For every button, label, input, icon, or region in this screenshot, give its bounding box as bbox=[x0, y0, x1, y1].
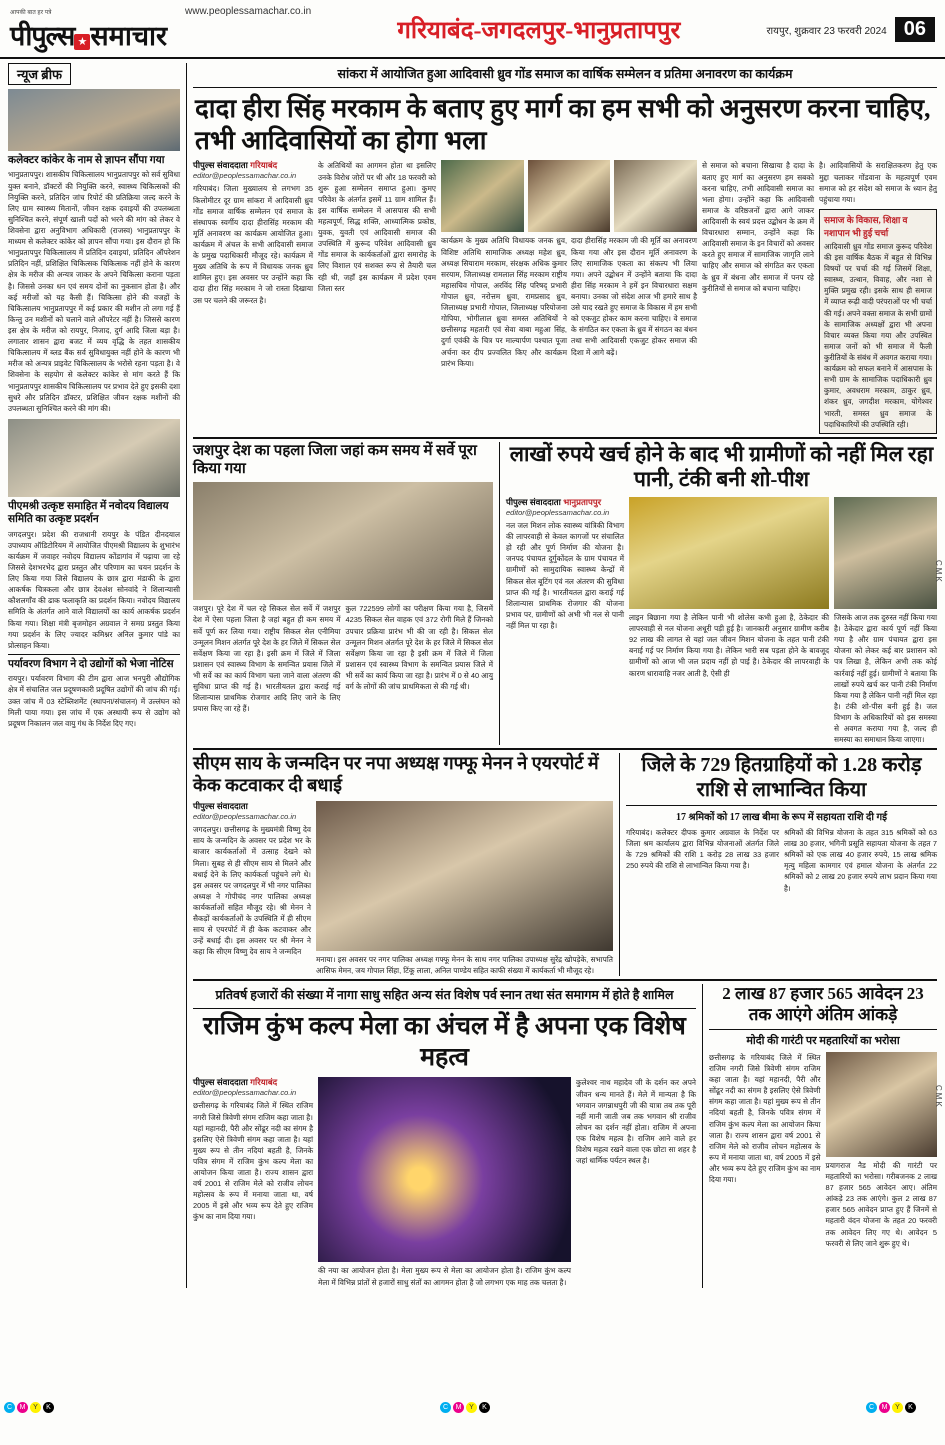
black-mark: K bbox=[43, 1402, 54, 1413]
logo-main-text: पीपुल्स bbox=[10, 21, 75, 51]
scheme-col-1: गरियाबंद। कलेक्टर दीपक कुमार अग्रवाल के निर्देश पर जिला श्रम कार्यालय द्वारा विभिन्न योजनाओं अंतर्गत जिले के 729 श्रमिकों की राशि 1 करोड़ 28 लाख 33 हजार 250 रुपये की राशि से लाभान्वित किया गया है। bbox=[626, 828, 779, 871]
cake-col-1: जगदलपुर। छत्तीसगढ़ के मुख्यमंत्री विष्णु देव साय के जन्मदिन के अवसर पर प्रदेश भर के बाजार कार्यकर्ताओं में उत्साह देखने को मिला। सुबह से ही सीएम साय से मिलने और बधाई देने के लिए कार्यकर्ता पहुंचने लगे थे। इस अवसर पर जगदलपुर में भी नगर पालिका अध्यक्ष ने गोपीचंद नगर पालिका अध्यक्ष कार्यकर्ताओं सहित मौजूद रहे। श्री मेनन ने सैकड़ों कार्यकर्ताओं के उपस्थिति में ही सीएम साय से एयरपोर्ट में ही केक कटवाकर और उन्हें बधाई दी। इस अवसर पर श्री मेनन ने कहा कि सीएम विष्णु देव साय ने जन्मदिन bbox=[193, 825, 311, 957]
divider bbox=[193, 1008, 696, 1009]
jashpur-headline: जशपुर देश का पहला जिला जहां कम समय में सर्वे पूरा किया गया bbox=[193, 442, 477, 478]
mela-col-1: छत्तीसगढ़ के गरियाबंद जिले में स्थित राजिम नगरी जिसे त्रिवेणी संगम राजिम कहा जाता है। यहां महानदी, पैरी और सोंढूर नदी का संगम है इसलिए ऐसे त्रिवेणी संगम कहा जाता है। यहां मुख्य रूप से तीन नदियां बहती है, जिनके पवित्र संगम में राजिम कुंभ कल्प मेला का आयोजन किया जाता है। राज्य शासन द्वारा वर्ष 2001 से राजिम मेले को राजीव लोचन महोत्सव के रूप में मनाया जाता था, वर्ष 2005 में इसे और भव्य रूप देते हुए राजिम कुंभ का नाम दिया गया। bbox=[193, 1101, 313, 1222]
scheme-col-2: श्रमिकों की विभिन्न योजना के तहत 315 श्रमिकों को 63 लाख 30 हजार, भगिनी प्रसूति सहायता योजना के तहत 7 श्रमिकों को एक लाख 40 हजार रुपये, 15 लाख श्रमिक मृत्यु महिला कामगार एवं हमाल योजना के अंतर्गत 22 श्रमिकों को 2 लाख 20 हजार रुपये लाभ प्रदान किया गया है। bbox=[784, 828, 937, 893]
black-mark: K bbox=[479, 1402, 490, 1413]
mela-col-2: की नया का आयोजन होता है। मेला मुख्य रूप से मेला का आयोजन होता है। राजिम कुंभ कल्प मेला में विभिन्न प्रांतों से हजारों साधु संतों का आगमन होता है जो लगभग एक माह तक चलता है। bbox=[318, 1266, 571, 1287]
lead-headline: दादा हीरा सिंह मरकाम के बताए हुए मार्ग का हम सभी को अनुसरण करना चाहिए, तभी आदिवासियों का होगा भला bbox=[195, 94, 931, 155]
masthead bbox=[0, 0, 945, 59]
jashpur-photo bbox=[193, 482, 493, 600]
date-line: रायपुर, शुक्रवार 23 फरवरी 2024 bbox=[766, 25, 887, 37]
mela-col-3: कुलेश्वर नाथ महादेव जी के दर्शन कर अपने जीवन धन्य मानते हैं। मेले में मान्यता है कि भगवान जगन्नाथपुरी जी की यात्रा तब तक पूरी नहीं मानी जाती जब तक भगवान श्री राजीव लोचन का दर्शन नहीं होता। राजिम में अपना एक विशेष महत्व है। राजिम आने वाले हर विशेष महत्व रखने वाला एक छोटा सा शहर है जहां धार्मिक पर्यटन स्थल है। bbox=[576, 1078, 696, 1166]
lead-col-1: गरियाबंद। जिला मुख्यालय से लगभग 35 किलोमीटर दूर ग्राम सांकरा में आदिवासी ध्रुव गोंड समाज वार्षिक सम्मेलन एवं समाज के संस्थापक स्वर्गीय दादा हीरासिंह मरकाम की मूर्ति अनावरण का कार्यक्रम आयोजित हुआ। कार्यक्रम में अंचल के सभी आदिवासी समाज के प्रमुख पदाधिकारी मौजूद रहे। कार्यक्रम में मुख्य अतिथि के रूप में विधायक जनक ध्रुव शामिल हुए। इस अवसर पर उन्होंने कहा कि दादा हीरा सिंह मरकाम ने जो रास्ता दिखाया उस पर चलने की जरूरत है। bbox=[193, 184, 313, 305]
byline-place: गरियाबंद bbox=[250, 1077, 278, 1088]
divider bbox=[8, 654, 180, 655]
column-divider bbox=[499, 442, 500, 746]
lead-byline bbox=[193, 160, 313, 171]
column-divider bbox=[619, 753, 620, 976]
jashpur-col-2: कुल 722599 लोगों का परीक्षण किया गया है, जिसमें 4235 सिकल सेल वाहक एवं 372 रोगी मिले हैं जिनको उपचार प्रक्रिया प्रारंभ भी की जा रही है। सिकल सेल उन्मूलन मिशन अंतर्गत पूरे देश के हर जिले में सिकल सेल सर्वेक्षण किया जा रहा है इसी क्रम में जिले में जिला प्रशासन एवं स्वास्थ्य विभाग के समन्वित प्रयास जिले में भी सर्वे का कार्य किया जा रहा है। प्रारंभ में 0 से 40 आयु वर्ग के लोगों की जांच प्राथमिकता से की गई थी। bbox=[345, 604, 493, 692]
yellow-mark: Y bbox=[30, 1402, 41, 1413]
date-block bbox=[766, 17, 935, 42]
website-url: www.peoplessamachar.co.in bbox=[185, 6, 312, 17]
applications-subhead: मोदी की गारंटी पर महतारियों का भरोसा bbox=[746, 1034, 900, 1047]
black-mark: K bbox=[905, 1402, 916, 1413]
cake-photo bbox=[316, 801, 613, 951]
colour-marks-center bbox=[440, 1402, 490, 1413]
jashpur-col-1: जशपुर। पूरे देश में चल रहे सिकल सेल सर्वे में जशपुर देश में ऐसा पहला जिला है जहां बहुत ही कम समय में सर्वे पूर्ण कर लिया गया। राष्ट्रीय सिकल सेल एनीमिया उन्मूलन मिशन अंतर्गत पूरे देश के हर जिले में सिकल सेल सर्वेक्षण किया जा रहा है। इसी क्रम में जिले में जिला प्रशासन एवं स्वास्थ्य विभाग के समन्वित प्रयास जिले में भी सर्वे का का कार्य विभाग चला जाने वाला अंतरण की सुविधा प्राप्त की गई है। भारतीयतल द्वारा कराई गई शिलान्यास प्राथमिक रोजगार आदि लिए जाने के लिए प्रयास किए जा रहे हैं। bbox=[193, 604, 341, 714]
column-divider bbox=[702, 984, 703, 1287]
divider bbox=[626, 805, 937, 806]
colour-marks-left bbox=[4, 1402, 54, 1413]
applications-headline: 2 लाख 87 हजार 565 आवेदन 23 तक आएंगे अंतिम आंकड़े bbox=[722, 984, 924, 1025]
lead-sidebar-text: आदिवासी ध्रुव गोंड समाज कुरूद परिवेश की इस वार्षिक बैठक में बहुत से विभिन्न विषयों पर चर्चा की गई जिसमें शिक्षा, स्वास्थ्य, उत्थान, विवाह, और नशा से मुक्ति प्रमुख रही। इसके साथ ही समाज में व्याप्त रूढ़ी वादी परंपराओं पर भी चर्चा की गई। अपने वक्ता समाज के सभी ग्रामों के सामाजिक अध्यक्षों द्वारा भी अपना विचार व्यक्त किया गया और उपस्थित समाज जनों को भी समाज में फैली कुरीतियों के संबंध में अवगत कराया गया। कार्यक्रम को सफल बनाने में आसपास के सभी ग्राम के सामाजिक पदाधिकारी ध्रुव कुमार, अवधराम मरकाम, ठाकुर ध्रुव, शंकर ध्रुव, जगदीश मरकाम, योगेश्वर भारती, समस्त ध्रुव समाज के पदाधिकारियों की उपस्थिति रही। bbox=[824, 241, 932, 429]
mela-email: editor@peoplessamachar.co.in bbox=[193, 1088, 297, 1098]
scheme-subhead: 17 श्रमिकों को 17 लाख बीमा के रूप में सहायता राशि दी गई bbox=[676, 812, 887, 824]
side-registration-mark-2: CMK bbox=[934, 1085, 943, 1109]
brief-text-2: जगदलपुर। प्रदेश की राजधानी रायपुर के पंडित दीनदयाल उपाध्याय ऑडिटोरियम में आयोजित पीएमश्री विद्यालय के शुभारंभ कार्यक्रम में जवाहर नवोदय विद्यालय कोंडागांव में पढ़ाया जा रहे जिससे देशभरभेद द्वारा प्रस्तुत और परिणाम का चयन प्रदर्शन के लिए किया गया जिसे विद्यालय के छात्र द्वारा मंडाकी के द्वारा आकर्षक चित्रकला और छात्र देवअंश सोनवांदे ने शिलान्यासी कौशलगाँव की ढाक फलाकृति का प्रदर्शन किया। नवोदय विद्यालय समिति के अंतर्गत आने वाले विद्यालयों का कार्य आकर्षक प्रदर्शन किया गया। शिक्षा मंत्री बृजमोहन अग्रवाल ने समग्र प्रस्तुत किया गया प्रदर्शन के लिए ज्यादर कमिश्नर अनिल कुमार पांडे का प्रोत्साहन किया। bbox=[8, 529, 180, 650]
applications-col-1: छत्तीसगढ़ के गरियाबंद जिले में स्थित राजिम नगरी जिसे त्रिवेणी संगम राजिम कहा जाता है। यहां महानदी, पैरी और सोंढूर नदी का संगम है इसलिए ऐसे त्रिवेणी संगम कहा जाता है। यहां मुख्य रूप से तीन नदियां बहती है, जिनके पवित्र संगम में राजिम कुंभ कल्प मेला का आयोजन किया जाता है। राज्य शासन द्वारा वर्ष 2001 से राजिम मेले को राजीव लोचन महोत्सव के रूप में मनाया जाता था, वर्ष 2005 में इसे और भव्य रूप देते हुए राजिम कुंभ का नाम दिया गया। bbox=[709, 1052, 821, 1185]
applications-col-2: प्रयागराज नैड मोदी की गारंटी पर महतारियों का भरोसा। गरीबजनक 2 लाख 87 हजार 565 आवेदन आए। अंतिम आंकड़े 23 तक आएंगे। कुल 2 लाख 87 हजार 565 आवेदन प्राप्त हुए हैं जिनमें से महतारी वंदन योजना के तहत 20 फरवरी तक आवेदन लिए गए थे। आवेदन 5 फरवरी से लिए जाने शुरू हुए थे। bbox=[825, 1160, 937, 1248]
cake-byline: पीपुल्स संवाददाता bbox=[193, 801, 248, 812]
byline-name: पीपुल्स संवाददाता bbox=[193, 1077, 248, 1088]
lead-photo-1 bbox=[441, 160, 524, 232]
water-byline bbox=[506, 497, 624, 508]
divider bbox=[709, 1029, 937, 1030]
water-col-2: लाइन बिछाना गया है लेकिन पानी भी शोलेस कभी हुआ है, ठेकेदार की लापरवाही से नल योजना अधूरी पड़ी हुई है। जानकारी अनुसार ग्रामीण करीब 92 लाख की लागत से यहां जल जीवन मिशन योजना के तहत पानी टंकी बनाई गई पर निर्माण किया गया है। लेकिन भारी सब पड़ता होने के बावजूद ग्रामीणों को आज भी जल प्रदाय नहीं हो पाई है। ठेकेदार की लापरवाही के कारण धारावाहि नजर आती है, ऐसी ही bbox=[629, 612, 829, 678]
magenta-mark: M bbox=[17, 1402, 28, 1413]
news-brief-title: न्यूज ब्रीफ bbox=[8, 63, 71, 85]
publication-logo bbox=[10, 6, 311, 53]
brief-headline-2: पीएमश्री उत्कृष्ट समाहित में नवोदय विद्यालय समिति का उत्कृष्ट प्रदर्शन bbox=[8, 500, 169, 526]
yellow-mark: Y bbox=[892, 1402, 903, 1413]
lead-col-2: के अतिथियों का आगमन होता था इसलिए उनके विरोध जोरों पर थी और 18 फरवरी को शुरू हुआ सम्मेलन समाप्त हुआ। कुमए परिवेश के अंतर्गत इसमें 11 ग्राम शामिल हैं। इस वार्षिक सम्मेलन में आसपास की सभी महत्वपूर्ण, सिद्ध शक्ति, आध्यात्मिक प्रकोष्ठ, युवक, युवती एवं आदिवासी समाज की उपस्थिति में कुरूद परिवेश आदिवासी ध्रुव गोंड समाज के कार्यकर्ताओं द्वारा समारोह के लिए विशाल एवं सशक्त रूप से तैयारी चल रही थी, जहाँ इस कार्यक्रम में प्रदेश एवम जिला स्तर bbox=[318, 161, 436, 293]
brief-text-3: रायपुर। पर्यावरण विभाग की टीम द्वारा आज भनपुरी औद्योगिक क्षेत्र में संचालित जल प्रदूषणकारी प्रदूषित उद्योगों की जांच की गई। उक्त जांच में 03 स्टेब्लिशमेंट (स्थापना/संचालन) में उल्लंघन को मिली पाया गया। इस जांच में एक अस्थायी रूप से उद्योग को प्रदूषण निकालन जल वायु गंध के निर्देश दिए गए। bbox=[8, 674, 180, 728]
lead-kicker: सांकरा में आयोजित हुआ आदिवासी ध्रुव गोंड समाज का वार्षिक सम्मेलन व प्रतिमा अनावरण का कार्यक्रम bbox=[337, 67, 793, 81]
cake-col-2: मनाया। इस अवसर पर नगर पालिका अध्यक्ष गफ्फू मेनन के साथ नगर पालिका उपाध्यक्ष सुरेंद्र खोपड़ेके, सभापति आसिफ मेमन, जय गोपाल सिंहा, टिंकू लाला, अनिल पाण्डेय सहित काफी संख्या में कार्यकर्ता भी मौजूद रहे। bbox=[316, 955, 613, 976]
brief-text-1: भानुप्रतापपुर। शासकीय चिकित्सालय भानुप्रतापपुर को सर्व सुविधा युक्त बनाने, डॉक्टरों की नियुक्ति करने, स्वास्थ्य चिकित्सकों की नियुक्ति करने, प्रतिदिन जांच रिपोर्ट की प्रतिक्रिया जल्द करने के लिए ग्राम स्वास्थ्य मितानों, जीवन रक्षक दवाइयों की उपलब्धता सुनिश्चित करने, संपूर्ण खाली पदों को भरने की मांग को लेकर वे शिवसेना द्वारा अनुविभाग अधिकारी (राजस्व) भानुप्रतापपुर के माध्यम से कलेक्टर कांकेर को ज्ञापन सौंपा गया। इस दौरान हो कि भानुप्रतापपुर चिकित्सालय में प्रतिदिन दवाइयां, प्रतिदिन ऑपरेशन प्रतिदिन नहीं, प्रशिक्षित चिकित्सक चिकित्सक नहीं होने के कारण क्षेत्र के मरीज की अन्यत्र जाकर के अपने चिकित्सा कराना पड़ता है। जिससे उनका धन एवं समय दोनों का नुकसान होता है। और कई मरीजों को यह कैसी हैं। चिकित्सा होने की वजहों के चिकित्सालय भानुप्रतापपुर में कई प्रकार की मशीन तो लगा गई हैं किन्तु उन मशीनों को चलाने वाले ऑपरेटर नहीं है। जिससे कारण इस क्षेत्र के मरीज को रायपुर, निजाद, दुर्ग आदि जिला बड़ा है। लगातार शासन द्वारा बजट में व्यय वृद्धि के तहत शासकीय चिकित्सालय में ब्लड बैंक सर्व सुविधायुक्त नहीं होने के कारण भी मरीज को अन्यत्र प्राइवेट चिकित्सालय के भरोसे रहना पड़ता है। वे शिवसेना के सहयोग से कलेक्टर कांकेर से मांग करते हैं कि भानुप्रतापपुर शासकीय चिकित्सालय पर प्रभाव देते हुए इसकी दशा सुधरे और प्रतिदिन डॉक्टर, प्रशिक्षित जीवन रक्षक मशीनों की उपलब्धता सुनिश्चित करने की मांग की। bbox=[8, 170, 180, 413]
lead-col-6: है। आदिवासियों के सराक्षितकरण हेतु एक मुद्दा चलाकर गोंडवाना के महत्वपूर्ण एवम समाज को हर संदेश को समाज के ध्यान हेतु पहुंचाया गया। bbox=[819, 161, 937, 204]
divider bbox=[193, 87, 937, 88]
lead-sidebar-title: समाज के विकास, शिक्षा व नशापान भी हुई चर्चा bbox=[824, 214, 908, 238]
cyan-mark: C bbox=[440, 1402, 451, 1413]
side-registration-mark-1: CMK bbox=[934, 560, 943, 584]
water-col-3: जिसके आज तक दुरुस्त नहीं किया गया है। ठेकेदार द्वारा कार्य पूर्ण नहीं किया गया है और ग्राम पंचायत द्वारा इस योजना को लेकर कई बार प्रशासन को पत्र लिखा है, लेकिन अभी तक कोई कार्रवाई नहीं हुई। ग्रामीणों ने बताया कि लाखों रुपये खर्च कर पानी टंकी निर्माण किया गया है लेकिन पानी नहीं मिल रहा है। टंकी शो-पीस बनी हुई है। जल विभाग के अधिकारियों को इस समस्या से अवगत कराया गया है, जल्द ही समस्या का समाधान किया जाएगा। bbox=[834, 612, 937, 745]
water-col-1: नल जल मिशन लोक स्वास्थ्य यांत्रिकी विभाग की लापरवाही से केवल कागजों पर संचालित हो रही और पूर्ण निर्माण की योजना है। जनपद पंचायत दुर्गुकोंदल के ग्राम पंचायत में ग्रामीणों को सामुदायिक स्वास्थ्य केन्द्रों में सिकल सेल बूटिंग एवं नल अंतरण की सुविधा प्राप्त की गई है। भारतीयतल द्वारा कराई गई शिलान्यास प्राथमिक रोजगार की योजना प्रभाव पर, ग्रामीणों को अभी भी नल से पानी नहीं मिल पा रहा है। bbox=[506, 520, 624, 630]
lead-col-4: दादा हीरासिंह मरकाम जी की मूर्ति का अनावरण किया गया और इस दौरान मूर्ति अनावरण के लिए सामाजिक एकता का संकल्प भी लिया गया। अपने उद्बोधन में उन्होंने बताया कि दादा हीरा सिंह मरकाम ने हमें इन विचारधारा सक्षम बनाया। उनका जो संदेश आज भी हमारे साथ है उसे याद रखते हुए समाज के विकास में हम सभी को एकजुट होकर काम करना चाहिए। वे समाज के संगठित कर एकता के ध्रुव में संगठन का बंधन तथा सभी आदिवासी एकजुट होकर समाज की दिशा में आगे बढ़ें। bbox=[571, 236, 697, 357]
cyan-mark: C bbox=[4, 1402, 15, 1413]
lead-col-3: कार्यक्रम के मुख्य अतिथि विधायक जनक ध्रुव, विशिष्ट अतिथि सामाजिक अध्यक्ष महेश ध्रुव, अध्यक्ष सियाराम मरकाम, संरक्षक अधिक कुमार सरयाम, जिलाध्यक्ष रामलाल सिंह मरकाम राष्ट्रीय महासचिव गोपाल, अरविंद सिंह परिषद् प्रभारी गोपाल ध्रुव, नरोत्तम ध्रुवा, रामप्रसाद ध्रुव, जिलाध्यक्ष प्रभारी गोपाल, जिलाध्यक्ष परियोजना गोपिया, भोगीलाल ध्रुवा समस्त अतिथियों ने छत्तीसगढ़ महतारी एवं सेवा बाबा महुआ सिंह, दुर्गा एवंकी के चित्र पर माल्यार्पण पश्चात पूजा अर्चना कर दीप प्रज्वलित किए और कार्यक्रम प्रारंभ किया। bbox=[441, 236, 567, 368]
logo-tagline: आपकी बात हर पत्रे bbox=[10, 10, 52, 16]
page-number: 06 bbox=[895, 17, 935, 42]
brief-headline-3: पर्यावरण विभाग ने दो उद्योगों को भेजा नोटिस bbox=[8, 658, 174, 670]
lead-email: editor@peoplessamachar.co.in bbox=[193, 171, 297, 181]
lead-photo-3 bbox=[614, 160, 697, 232]
magenta-mark: M bbox=[453, 1402, 464, 1413]
yellow-mark: Y bbox=[466, 1402, 477, 1413]
divider bbox=[193, 748, 937, 750]
brief-headline-1: कलेक्टर कांकेर के नाम से ज्ञापन सौंपा गया bbox=[8, 155, 165, 166]
water-tank-photo bbox=[629, 497, 829, 609]
star-icon: ★ bbox=[74, 34, 90, 50]
magenta-mark: M bbox=[879, 1402, 890, 1413]
cake-headline: सीएम साय के जन्मदिन पर नपा अध्यक्ष गफ्फू मेनन ने एयरपोर्ट में केक कटवाकर दी बधाई bbox=[193, 753, 599, 796]
brief-photo-1 bbox=[8, 89, 180, 151]
byline-name: पीपुल्स संवाददाता bbox=[506, 496, 561, 507]
brief-photo-2 bbox=[8, 419, 180, 497]
scheme-headline: जिले के 729 हितग्राहियों को 1.28 करोड़ राशि से लाभान्वित किया bbox=[641, 754, 922, 801]
mela-kicker: प्रतिवर्ष हजारों की संख्या में नागा साधु सहित अन्य संत विशेष पर्व स्नान तथा संत समागम में होते है शामिल bbox=[215, 988, 674, 1003]
edition-title: गरियाबंद-जगदलपुर-भानुप्रतापपुर bbox=[397, 18, 681, 44]
lead-col-5: से समाज को बचाना सिखाया है दादा के बताए हुए मार्ग का अनुसरण हम सबको करना चाहिए, तभी आदिवासी समाज का भला होगा। उन्होंने कहा कि आदिवासी समाज के वरिष्ठजनों द्वारा आगे जाकर आदिवासी के स्वयं प्रदत्त उद्बोधन के क्रम में विचारधारा सम्मान, उन्होंने कहा कि आदिवासी समाज के इन विचारों को अवसर करते हुए समाज में सामाजिक जागृति लाने चाहिए और समाज को संगठित कर एकता के ध्रुव में बंधना और समाज में पनप रहे कुरीतियों से समाज को बचाना चाहिए। bbox=[702, 161, 814, 293]
cake-email: editor@peoplessamachar.co.in bbox=[193, 812, 297, 822]
mela-headline: राजिम कुंभ कल्प मेला का अंचल में है अपना एक विशेष महत्व bbox=[203, 1013, 686, 1071]
lead-photo-2 bbox=[528, 160, 611, 232]
water-villagers-photo bbox=[834, 497, 937, 609]
colour-marks-right bbox=[866, 1402, 916, 1413]
cyan-mark: C bbox=[866, 1402, 877, 1413]
lead-sidebar-box bbox=[819, 209, 937, 434]
divider bbox=[193, 979, 937, 981]
water-email: editor@peoplessamachar.co.in bbox=[506, 507, 610, 517]
divider bbox=[193, 437, 937, 439]
logo-sub-text: समाचार bbox=[90, 21, 167, 51]
byline-place: गरियाबंद bbox=[250, 160, 278, 171]
byline-place: भानुप्रतापपुर bbox=[563, 496, 602, 507]
water-headline: लाखों रुपये खर्च होने के बाद भी ग्रामीणों को नहीं मिल रहा पानी, टंकी बनी शो-पीश bbox=[509, 441, 934, 492]
byline-name: पीपुल्स संवाददाता bbox=[193, 160, 248, 171]
